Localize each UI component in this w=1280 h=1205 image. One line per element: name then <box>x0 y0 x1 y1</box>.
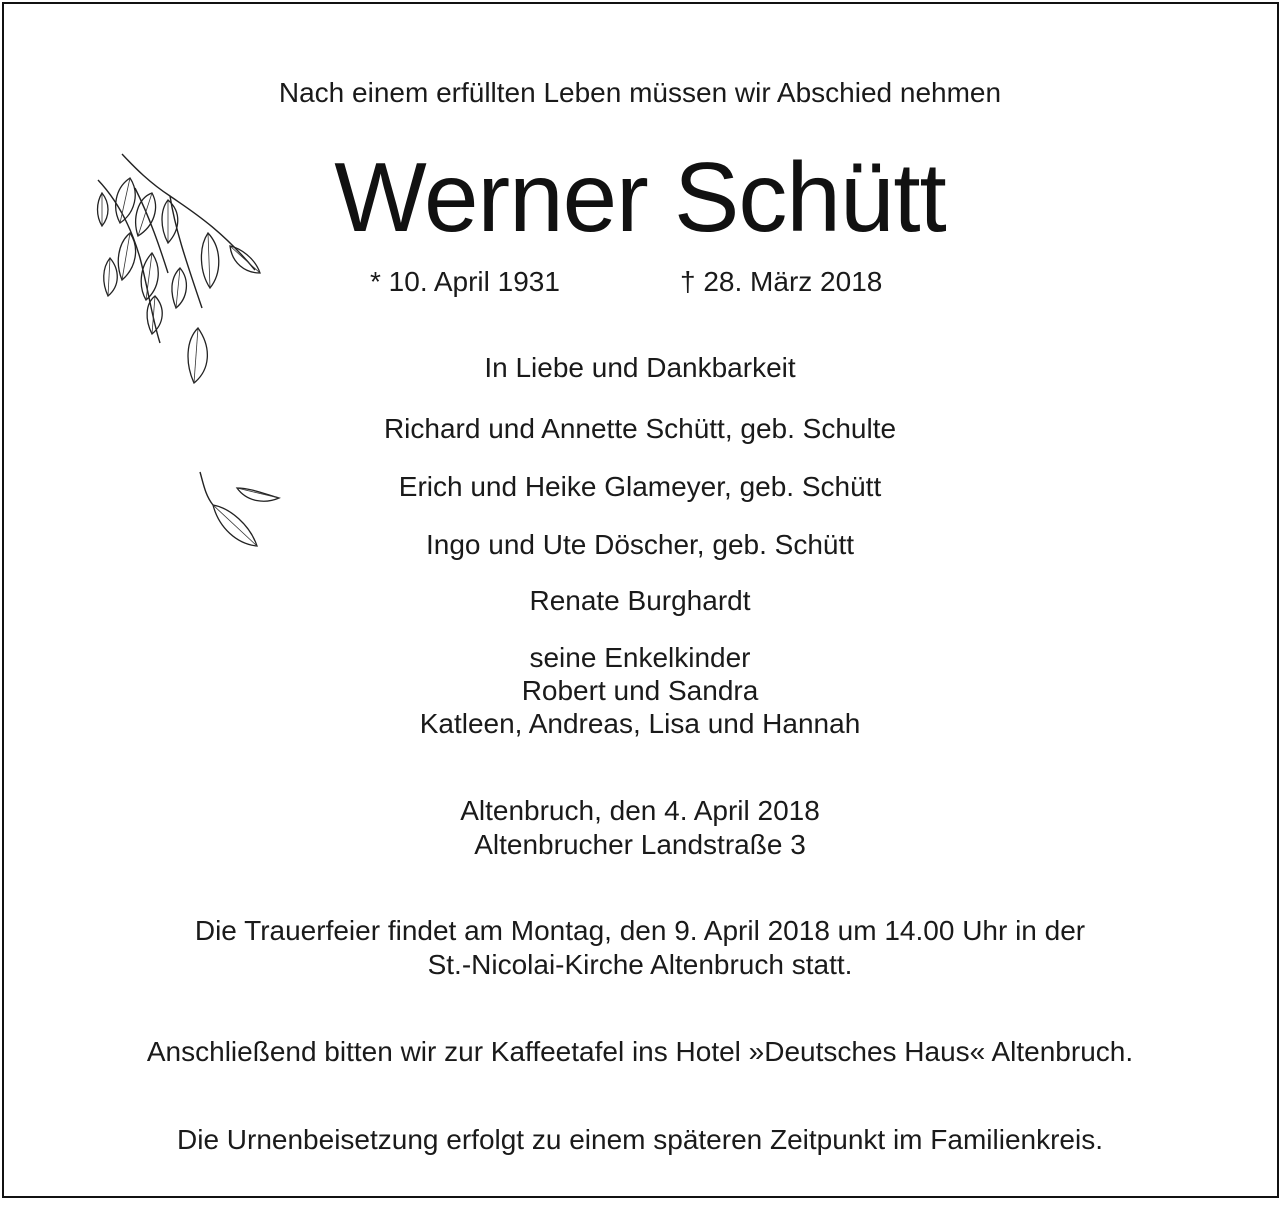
reception-line: Anschließend bitten wir zur Kaffeetafel ins Hotel »Deutsches Haus« Altenbruch. <box>146 1036 1134 1067</box>
mourner-line: Renate Burghardt <box>529 585 751 616</box>
address-line: Altenbrucher Landstraße 3 <box>474 829 806 860</box>
place-date-line: Altenbruch, den 4. April 2018 <box>460 795 820 826</box>
funeral-line: Die Trauerfeier findet am Montag, den 9. April 2018 um 14.00 Uhr in der <box>194 915 1086 946</box>
deceased-name: Werner Schütt <box>334 142 946 252</box>
intro-line: Nach einem erfüllten Leben müssen wir Abschied nehmen <box>278 77 1002 108</box>
mourner-line: Richard und Annette Schütt, geb. Schulte <box>383 413 897 444</box>
death-date: † 28. März 2018 <box>680 266 883 297</box>
birth-date: * 10. April 1931 <box>370 266 560 297</box>
grandchildren-line: Katleen, Andreas, Lisa und Hannah <box>419 708 861 739</box>
funeral-line: St.-Nicolai-Kirche Altenbruch statt. <box>427 949 853 980</box>
mourner-line: Ingo und Ute Döscher, geb. Schütt <box>425 529 855 560</box>
burial-line: Die Urnenbeisetzung erfolgt zu einem späteren Zeitpunkt im Familienkreis. <box>177 1124 1103 1155</box>
dedication-line: In Liebe und Dankbarkeit <box>484 352 796 383</box>
mourner-line: Erich und Heike Glameyer, geb. Schütt <box>398 471 882 502</box>
grandchildren-heading: seine Enkelkinder <box>529 642 751 673</box>
grandchildren-line: Robert und Sandra <box>521 675 759 706</box>
